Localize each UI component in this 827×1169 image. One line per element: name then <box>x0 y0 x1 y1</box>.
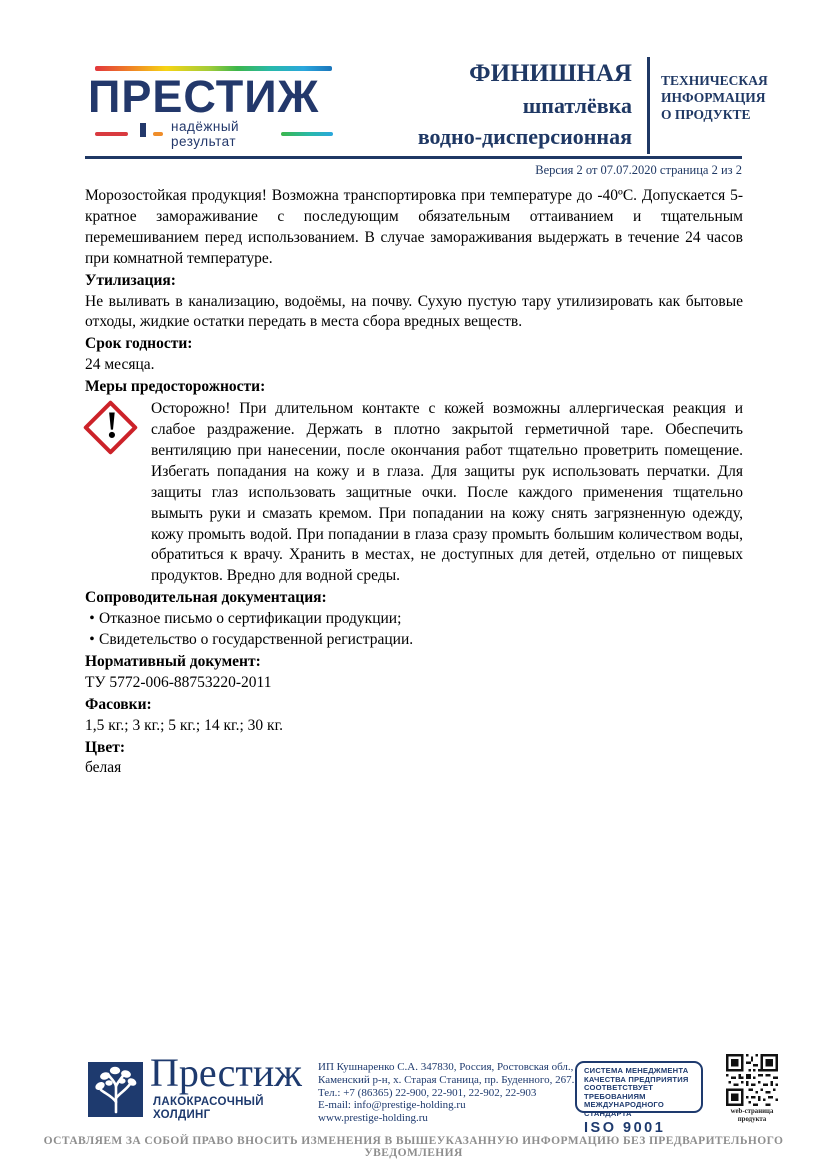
list-item <box>85 609 743 630</box>
exclamation-mark-icon: ! <box>105 404 119 447</box>
precautions-block <box>85 399 743 587</box>
footer-brand-subtitle <box>153 1096 264 1122</box>
logo-tagline-row <box>95 119 333 149</box>
product-title-line2: шпатлёвка <box>522 93 632 118</box>
iso-text-line: СИСТЕМА МЕНЕДЖМЕНТА <box>584 1066 689 1075</box>
brand-logo <box>88 66 333 149</box>
doc-item-state-registration: Свидетельство о государственной регистрации. <box>99 631 414 649</box>
doc-type-line2: ИНФОРМАЦИЯ <box>661 90 766 105</box>
header-horizontal-rule <box>85 156 742 159</box>
logo-tagline: надёжный результат <box>171 119 240 149</box>
footer-brand-subtitle-line2: ХОЛДИНГ <box>153 1109 211 1121</box>
logo-wordmark: ПРЕСТИЖ <box>88 71 320 122</box>
document-body <box>85 186 743 779</box>
logo-descender-icon <box>140 123 147 137</box>
qr-caption-line1: web-страница <box>730 1108 774 1115</box>
packaging-heading: Фасовки: <box>85 695 152 713</box>
normative-doc-heading: Нормативный документ: <box>85 652 261 670</box>
company-contact-block <box>318 1061 574 1125</box>
iso-9001-badge <box>575 1061 703 1136</box>
shelf-life-heading: Срок годности: <box>85 335 193 353</box>
tagline-orange-dash-icon <box>153 132 163 136</box>
change-rights-disclaimer: ОСТАВЛЯЕМ ЗА СОБОЙ ПРАВО ВНОСИТЬ ИЗМЕНЕНИЯ В ВЫШЕУКАЗАННУЮ ИНФОРМАЦИЮ БЕЗ ПРЕДВАРИТЕЛЬНОГО УВЕДОМЛЕНИЯ <box>43 1135 784 1159</box>
bullet-icon: • <box>89 610 95 628</box>
accompanying-docs-heading: Сопроводительная документация: <box>85 589 327 607</box>
address-line: ИП Кушнаренко С.А. 347830, Россия, Ростовская обл., <box>318 1061 574 1073</box>
product-title <box>350 58 632 152</box>
product-title-line3: водно-дисперсионная <box>417 124 632 149</box>
phone-line: Тел.: +7 (86365) 22-900, 22-901, 22-902, 22-903 <box>318 1086 537 1099</box>
footer-brand-subtitle-line1: ЛАКОКРАСОЧНЫЙ <box>153 1096 264 1108</box>
normative-doc-value: ТУ 5772-006-88753220-2011 <box>85 673 272 691</box>
bullet-icon: • <box>89 631 95 649</box>
utilization-paragraph: Не выливать в канализацию, водоёмы, на почву. Сухую пустую тару утилизировать как бытовые отходы, жидкие остатки передать в места сбора вредных веществ. <box>85 292 743 331</box>
email-line: E-mail: info@prestige-holding.ru <box>318 1099 466 1112</box>
iso-9001-label: ISO 9001 <box>584 1119 666 1136</box>
iso-text-line: МЕЖДУНАРОДНОГО СТАНДАРТА <box>584 1100 664 1118</box>
shelf-life-value: 24 месяца. <box>85 356 155 374</box>
packaging-value: 1,5 кг.; 3 кг.; 5 кг.; 14 кг.; 30 кг. <box>85 716 284 734</box>
doc-item-refusal-letter: Отказное письмо о сертификации продукции; <box>99 610 402 628</box>
address-line: Каменский р-н, х. Старая Станица, пр. Буденного, 267. <box>318 1073 575 1086</box>
doc-type-line3: О ПРОДУКТЕ <box>661 107 751 122</box>
list-item <box>85 630 743 651</box>
qr-caption <box>726 1108 778 1124</box>
qr-caption-line2: продукта <box>737 1115 767 1123</box>
frost-resistance-paragraph: Морозостойкая продукция! Возможна транспортировка при температуре до -40ºС. Допускается 5-кратное замораживание с последующим обязательным оттаиванием и тщательным перемешиванием перед использованием. В случае замораживания выдержать в течение 24 часов при комнатной температуре. <box>85 187 743 267</box>
color-heading: Цвет: <box>85 738 126 756</box>
product-title-line1: ФИНИШНАЯ <box>469 60 632 87</box>
website-line: www.prestige-holding.ru <box>318 1112 428 1125</box>
footer-brand-name: Престиж <box>150 1050 302 1095</box>
tagline-red-line-icon <box>95 132 128 136</box>
doc-type-line1: ТЕХНИЧЕСКАЯ <box>661 73 768 88</box>
qr-code-block <box>726 1054 778 1124</box>
precautions-paragraph: Осторожно! При длительном контакте с кожей возможны аллергическая реакция и слабое раздражение. Держать в плотно закрытой герметичной таре. Обеспечить вентиляцию при нанесении, после окончания работ тщательно проветрить помещение. Избегать попадания на кожу и в глаза. Для защиты рук использовать перчатки. Для защиты глаз использовать защитные очки. После каждого применения тщательно вымыть руки и смазать кремом. При попадании на кожу снять загрязненную одежду, кожу промыть водой. При попадании в глаза сразу промыть большим количеством воды, обратиться к врачу. Хранить в местах, не доступных для детей, отдельно от пищевых продуктов. Вредно для водной среды. <box>151 400 743 585</box>
ghs-exclamation-pictogram-icon <box>83 400 138 455</box>
doc-type-label <box>661 72 781 123</box>
iso-text-line: СООТВЕТСТВУЕТ ТРЕБОВАНИЯМ <box>584 1083 654 1101</box>
header-vertical-divider <box>647 57 650 154</box>
version-page-info: Версия 2 от 07.07.2020 страница 2 из 2 <box>535 163 742 177</box>
utilization-heading: Утилизация: <box>85 271 176 289</box>
precautions-heading: Меры предосторожности: <box>85 378 266 396</box>
footer-tree-logo-icon <box>88 1062 143 1117</box>
tagline-teal-line-icon <box>281 132 333 136</box>
footer <box>0 1050 827 1136</box>
iso-text-line: КАЧЕСТВА ПРЕДПРИЯТИЯ <box>584 1074 689 1084</box>
color-value: белая <box>85 759 122 777</box>
qr-code-icon <box>726 1054 778 1106</box>
